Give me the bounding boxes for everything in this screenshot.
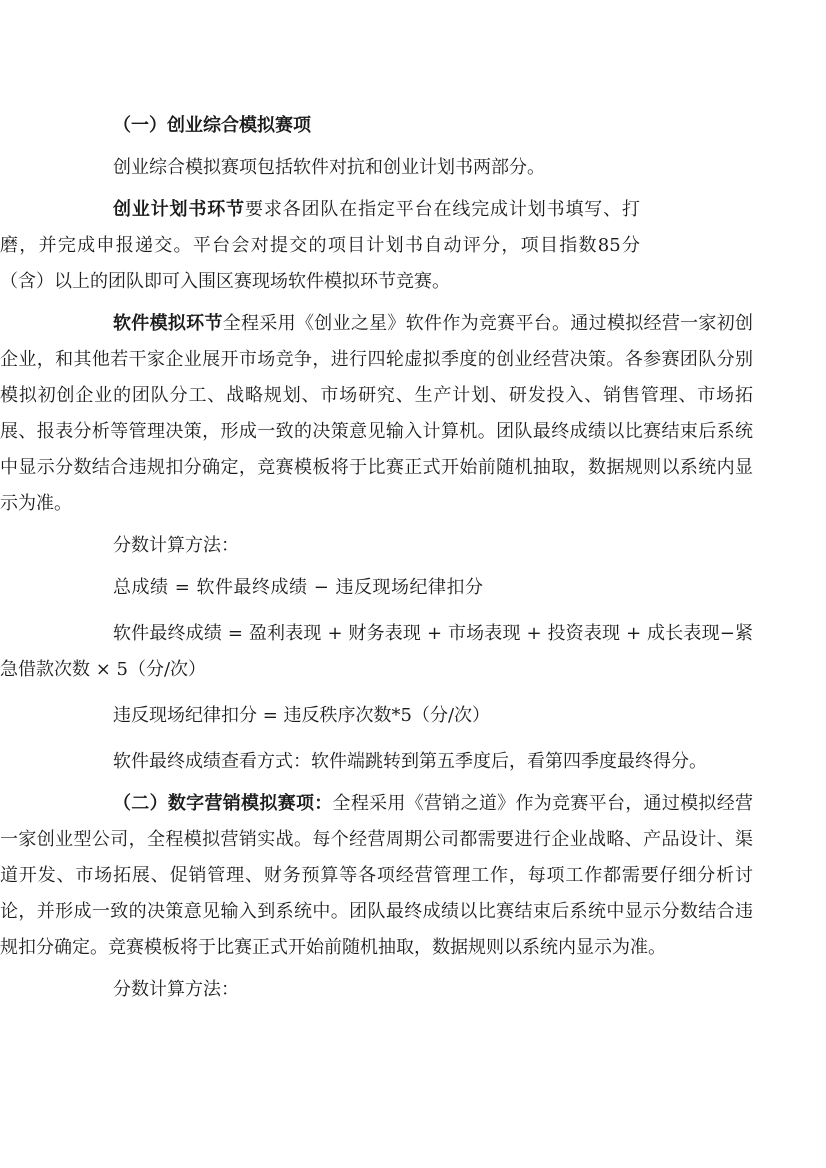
document-body — [0, 108, 753, 1014]
section1-intro: 创业综合模拟赛项包括软件对抗和创业计划书两部分。 — [113, 157, 545, 178]
section2-paragraph — [0, 786, 753, 966]
plan-text: 要求各团队在指定平台在线完成计划书填写、打磨，并完成申报递交。平台会对提交的项目计划书自动评分，项目指数85分（含）以上的团队即可入围区赛现场软件模拟环节竞赛。 — [0, 199, 641, 292]
plan-paragraph — [0, 192, 640, 300]
software-label: 软件模拟环节 — [113, 313, 223, 334]
formula-software: 软件最终成绩 = 盈利表现 + 财务表现 + 市场表现 + 投资表现 + 成长表现−紧急借款次数 × 5（分/次） — [0, 623, 753, 680]
score-method-label: 分数计算方法： — [113, 535, 239, 556]
section2-heading: （二）数字营销模拟赛项： — [113, 793, 333, 814]
check-method: 软件最终成绩查看方式：软件端跳转到第五季度后，看第四季度最终得分。 — [113, 751, 707, 772]
formula-total: 总成绩 = 软件最终成绩 − 违反现场纪律扣分 — [113, 577, 484, 598]
software-paragraph — [0, 306, 753, 522]
section2-text: 全程采用《营销之道》作为竞赛平台，通过模拟经营一家创业型公司，全程模拟营销实战。每个经营周期公司都需要进行企业战略、产品设计、渠道开发、市场拓展、促销管理、财务预算等各项经营管理工作，每项工作都需要仔细分析讨论，并形成一致的决策意见输入到系统中。团队最终成绩以比赛结束后系统中显示分数结合违规扣分确定。竞赛模板将于比赛正式开始前随机抽取，数据规则以系统内显示为准。 — [0, 793, 753, 958]
plan-label: 创业计划书环节 — [113, 199, 245, 220]
formula-penalty: 违反现场纪律扣分 = 违反秩序次数*5（分/次） — [113, 705, 491, 726]
section1-heading: （一）创业综合模拟赛项 — [113, 115, 311, 136]
section2-score-method: 分数计算方法： — [113, 979, 239, 1000]
software-text: 全程采用《创业之星》软件作为竞赛平台。通过模拟经营一家初创企业，和其他若干家企业展开市场竞争，进行四轮虚拟季度的创业经营决策。各参赛团队分别模拟初创企业的团队分工、战略规划、市场研究、生产计划、研发投入、销售管理、市场拓展、报表分析等管理决策，形成一致的决策意见输入计算机。团队最终成绩以比赛结束后系统中显示分数结合违规扣分确定，竞赛模板将于比赛正式开始前随机抽取，数据规则以系统内显示为准。 — [0, 313, 753, 514]
